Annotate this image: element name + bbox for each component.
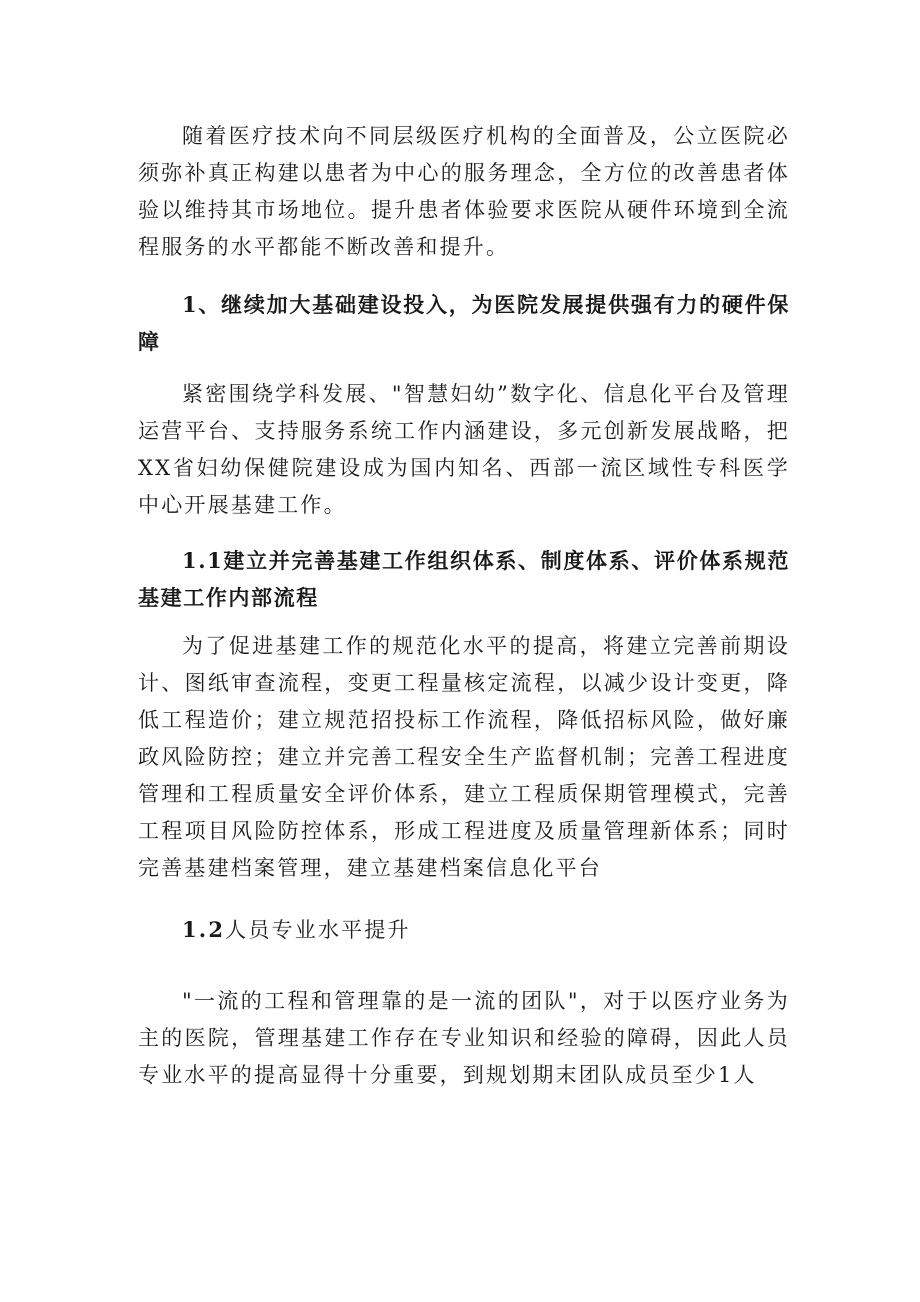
section-heading-1-2-number: 1.2 (182, 917, 226, 942)
section-heading-1-1: 1.1建立并完善基建工作组织体系、制度体系、评价体系规范基建工作内部流程 (138, 548, 790, 610)
document-page (138, 118, 790, 1094)
section-1-2-paragraph: "一流的工程和管理靠的是一流的团队"，对于以医疗业务为主的医院，管理基建工作存在专业知识和经验的障碍，因此人员专业水平的提高显得十分重要，到规划期末团队成员至少1人 (138, 989, 790, 1087)
section-1-1-paragraph: 为了促进基建工作的规范化水平的提高，将建立完善前期设计、图纸审查流程，变更工程量核定流程，以减少设计变更，降低工程造价；建立规范招投标工作流程，降低招标风险，做好廉政风险防控；建立并完善工程安全生产监督机制；完善工程进度管理和工程质量安全评价体系，建立工程质保期管理模式，完善工程项目风险防控体系，形成工程进度及质量管理新体系；同时完善基建档案管理，建立基建档案信息化平台 (138, 634, 790, 880)
section-heading-1-2 (138, 911, 790, 949)
section-1-paragraph: 紧密围绕学科发展、"智慧妇幼”数字化、信息化平台及管理运营平台、支持服务系统工作内涵建设，多元创新发展战略，把XX省妇幼保健院建设成为国内知名、西部一流区域性专科医学中心开展基建工作。 (138, 382, 790, 517)
section-heading-1-2-text: 人员专业水平提升 (225, 918, 411, 942)
section-heading-1: 1、继续加大基础建设投入，为医院发展提供强有力的硬件保障 (138, 292, 790, 354)
intro-paragraph: 随着医疗技术向不同层级医疗机构的全面普及，公立医院必须弥补真正构建以患者为中心的服务理念，全方位的改善患者体验以维持其市场地位。提升患者体验要求医院从硬件环境到全流程服务的水平都能不断改善和提升。 (138, 124, 790, 259)
